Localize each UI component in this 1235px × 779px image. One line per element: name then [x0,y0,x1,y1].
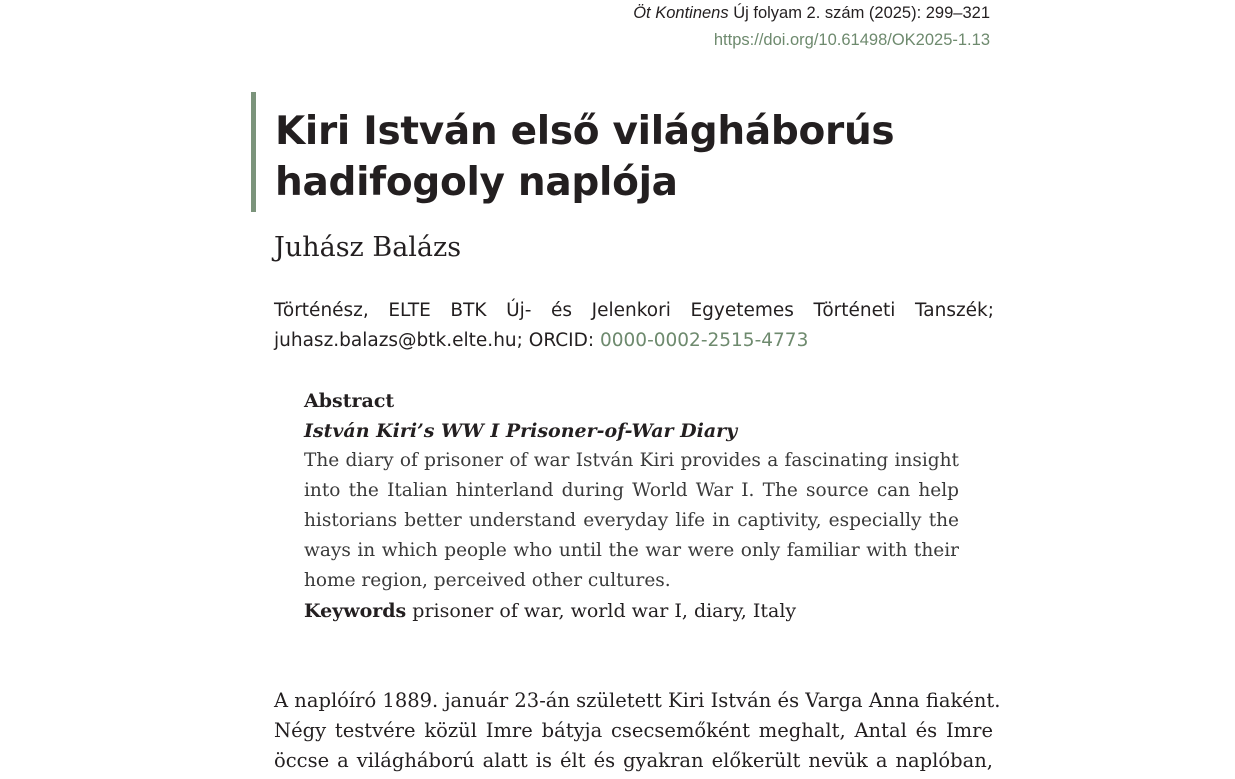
body-line: Négy testvére közül Imre bátyja csecsemőként meghalt, Antal és Imre [274,719,993,742]
orcid-link[interactable]: 0000-0002-2515-4773 [599,330,809,351]
affiliation-text: Történész, ELTE BTK Új- és Jelenkori Egyetemes Történeti Tanszék; juhasz.balazs@btk.elte.hu; ORCID: [274,300,994,351]
author-name: Juhász Balázs [274,232,462,263]
keywords [304,596,959,626]
abstract-title: István Kiri’s WW I Prisoner-of-War Diary [304,420,738,442]
title-block [251,92,1015,212]
article-title [275,92,1015,208]
journal-header [633,0,990,54]
journal-name: Öt Kontinens [633,4,729,22]
issue-info: Új folyam 2. szám (2025): 299–321 [728,4,990,22]
title-line-2: hadifogoly naplója [275,160,678,205]
keywords-list: prisoner of war, world war I, diary, Italy [406,600,797,622]
doi-link[interactable]: https://doi.org/10.61498/OK2025-1.13 [713,31,990,49]
abstract-heading: Abstract [304,390,395,412]
abstract-text: The diary of prisoner of war István Kiri provides a fascinating insight into the Italian hinterland during World War I. The source can help historians better understand everyday life in captivity, especially the ways in which people who until the war were only familiar with their home region, perceived other cultures. [304,450,959,591]
author-affiliation [274,296,994,356]
title-line-1: Kiri István első világháborús [275,109,895,154]
body-line: A naplóíró 1889. január 23-án született Kiri István és Varga Anna fiaként. [274,689,1001,712]
keywords-label: Keywords [304,600,407,622]
body-line: öccse a világháború alatt is élt és gyakran előkerült nevük a naplóban, [274,749,993,772]
body-paragraph [274,686,1001,776]
abstract-section [304,386,959,626]
